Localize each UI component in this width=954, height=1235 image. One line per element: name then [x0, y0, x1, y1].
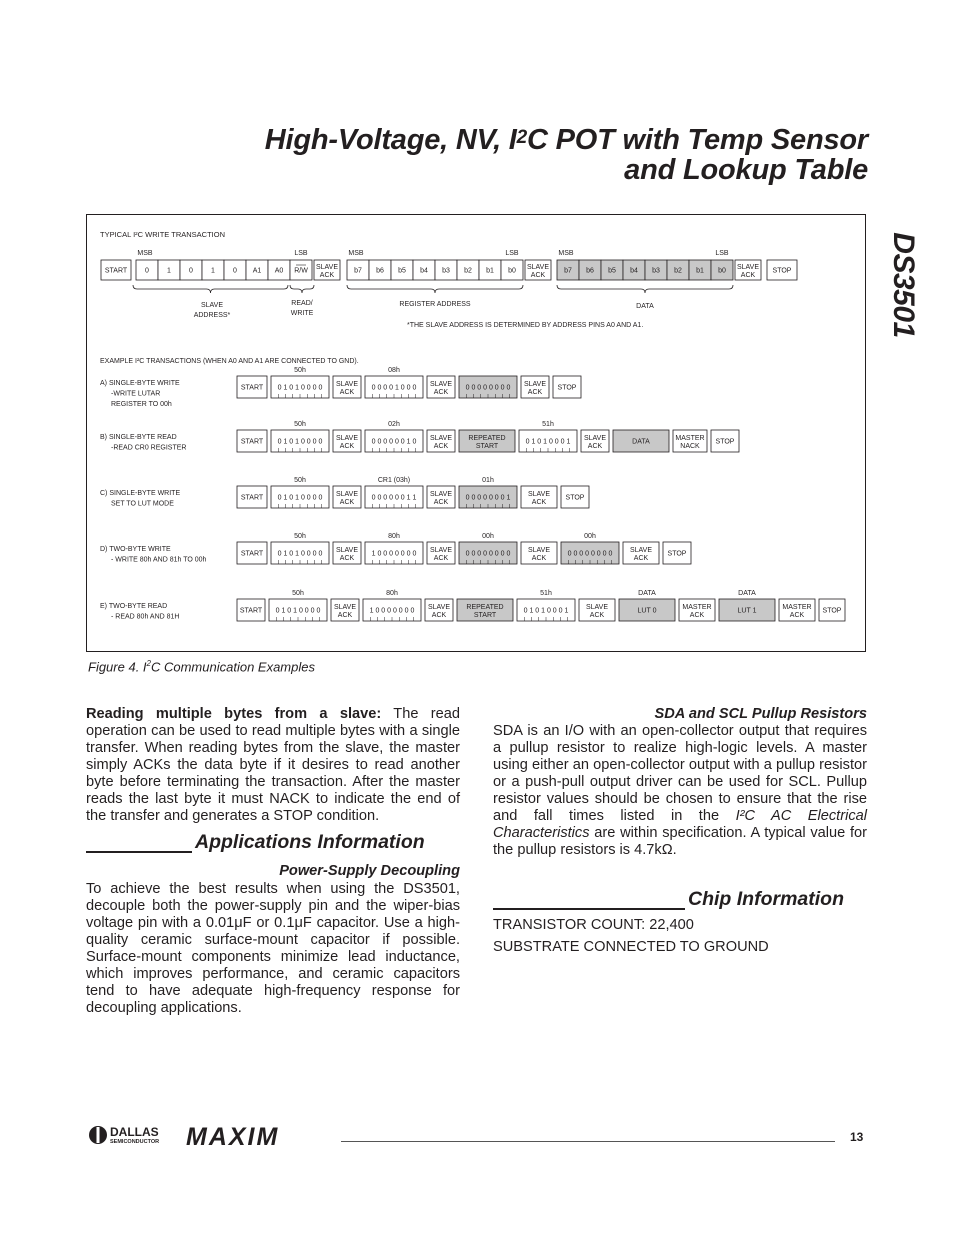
hex-label: 08h: [388, 367, 400, 374]
field-box-label: START: [239, 607, 263, 615]
example-label: D) TWO-BYTE WRITE: [100, 546, 171, 553]
hex-label: CR1 (03h): [377, 477, 411, 484]
field-box-label: SLAVE: [429, 435, 453, 442]
byte-box-label: 1 0 0 0 0 0 0 0: [369, 607, 415, 615]
data-bit-label: b5: [608, 267, 616, 275]
field-box-label: SLAVE: [429, 491, 453, 498]
byte-box-label: 0 0 0 0 0 0 0 0: [465, 550, 511, 558]
stop-box-label: STOP: [772, 267, 792, 275]
slave-ack-box-label: SLAVE: [315, 264, 339, 271]
lsb-label: LSB: [715, 250, 729, 257]
shaded-field-box-label: LUT 0: [637, 607, 657, 615]
example-label: SET TO LUT MODE: [111, 500, 174, 508]
hex-label: 01h: [482, 477, 494, 484]
start-box-label: START: [104, 267, 128, 275]
byte-box-label: 0 1 0 1 0 0 0 0: [277, 494, 323, 502]
examples-title: EXAMPLE I²C TRANSACTIONS (WHEN A0 AND A1 ARE CONNECTED TO GND).: [100, 358, 359, 365]
field-box-label: ACK: [633, 555, 649, 562]
field-box-label: ACK: [689, 612, 705, 619]
data-bit-label: b0: [718, 267, 726, 275]
i2c-diagram: [87, 215, 865, 651]
field-box-label: ACK: [339, 499, 355, 506]
hex-label: 51h: [540, 590, 552, 597]
footnote: *THE SLAVE ADDRESS IS DETERMINED BY ADDRESS PINS A0 AND A1.: [407, 322, 644, 329]
applications-heading: Applications Information: [195, 831, 425, 853]
msb-label: MSB: [137, 250, 153, 257]
byte-box-label: 1 0 0 0 0 0 0 0: [371, 550, 417, 558]
field-box-label: SLAVE: [335, 491, 359, 498]
field-box-label: START: [240, 550, 264, 558]
brace-label: READ/: [291, 300, 313, 307]
hex-label: DATA: [638, 590, 656, 597]
brace-label: ADDRESS*: [193, 312, 231, 319]
field-box-label: ACK: [531, 499, 547, 506]
reg-bit-label: b4: [420, 267, 428, 275]
field-box-label: STOP: [715, 438, 735, 446]
brace-label: SLAVE: [200, 302, 224, 309]
msb-label: MSB: [558, 250, 574, 257]
dallas-maxim-logo: [88, 1124, 333, 1151]
field-box-label: ACK: [339, 555, 355, 562]
field-box-label: START: [240, 494, 264, 502]
byte-box-label: 0 1 0 1 0 0 0 0: [277, 438, 323, 446]
field-box-label: ACK: [431, 612, 447, 619]
field-box-label: STOP: [565, 494, 585, 502]
field-box-label: SLAVE: [335, 381, 359, 388]
field-box-label: SLAVE: [333, 604, 357, 611]
hex-label: 51h: [542, 421, 554, 428]
hex-label: 50h: [294, 421, 306, 428]
reg-bit-label: b7: [354, 267, 362, 275]
hex-label: 50h: [294, 533, 306, 540]
byte-box-label: 0 1 0 1 0 0 0 0: [277, 550, 323, 558]
example-label: E) TWO-BYTE READ: [100, 603, 168, 610]
chip-information-text: TRANSISTOR COUNT: 22,400 SUBSTRATE CONNECTED TO GROUND: [493, 917, 769, 955]
part-number-sidebar: DS3501: [887, 232, 920, 338]
shaded-field-box-label: START: [473, 612, 497, 619]
field-box-label: STOP: [822, 607, 842, 615]
lsb-label: LSB: [294, 250, 308, 257]
reg-bit-label: b3: [442, 267, 450, 275]
slave-ack-box-label: ACK: [740, 272, 756, 279]
brace: [133, 285, 288, 293]
brace: [290, 285, 314, 293]
hex-label: 02h: [388, 421, 400, 428]
byte-box-label: 0 0 0 0 0 0 0 0: [465, 384, 511, 392]
data-bit-label: b6: [586, 267, 594, 275]
hex-label: 50h: [292, 590, 304, 597]
field-box-label: SLAVE: [583, 435, 607, 442]
field-box-label: ACK: [589, 612, 605, 619]
lsb-label: LSB: [505, 250, 519, 257]
field-box-label: SLAVE: [335, 435, 359, 442]
field-box-label: MASTER: [675, 435, 705, 442]
reg-bit-label: b0: [508, 267, 516, 275]
reg-bit-label: b2: [464, 267, 472, 275]
shaded-field-box-label: REPEATED: [466, 604, 504, 611]
brace: [557, 285, 733, 293]
hex-label: 00h: [584, 533, 596, 540]
sda-scl-heading: SDA and SCL Pullup Resistors: [654, 706, 867, 722]
logo-graphic: [88, 1124, 333, 1146]
data-bit-label: b1: [696, 267, 704, 275]
byte-box-label: 0 1 0 1 0 0 0 0: [275, 607, 321, 615]
field-box-label: ACK: [587, 443, 603, 450]
field-box-label: SLAVE: [527, 491, 551, 498]
hex-label: 50h: [294, 367, 306, 374]
brace-label: WRITE: [290, 310, 314, 317]
brace-label: DATA: [636, 303, 654, 310]
hex-label: 80h: [388, 533, 400, 540]
heading-rule: [86, 851, 192, 853]
field-box-label: ACK: [433, 499, 449, 506]
field-box-label: SLAVE: [585, 604, 609, 611]
page-number: 13: [850, 1130, 864, 1144]
addr-bit-label: 0: [145, 267, 149, 275]
shaded-field-box-label: LUT 1: [737, 607, 757, 615]
msb-label: MSB: [348, 250, 364, 257]
field-box-label: SLAVE: [629, 547, 653, 554]
addr-bit-label: 1: [211, 267, 215, 275]
figure-caption: Figure 4. $I^2C$ Communication Examples: [88, 659, 315, 675]
byte-box-label: 0 1 0 1 0 0 0 1: [523, 607, 569, 615]
hex-label: 50h: [294, 477, 306, 484]
hex-label: DATA: [738, 590, 756, 597]
shaded-field-box-label: REPEATED: [468, 435, 506, 442]
brace-label: REGISTER ADDRESS: [399, 301, 471, 308]
addr-bit-label: 0: [189, 267, 193, 275]
reg-bit-label: b6: [376, 267, 384, 275]
field-box-label: ACK: [339, 389, 355, 396]
reading-multiple-bytes-paragraph: Reading multiple bytes from a slave: The read operation can be used to read multiple bytes with a single transfer. When reading bytes from the slave, the master simply ACKs the data byte if it desires to read another byte before terminating the transaction. After the master reads the last byte it must NACK to indicate the end of the transfer and generates a STOP condition.: [86, 706, 460, 824]
example-label: A) SINGLE-BYTE WRITE: [100, 380, 180, 387]
byte-box-label: 0 1 0 1 0 0 0 0: [277, 384, 323, 392]
addr-bit-label: 0: [233, 267, 237, 275]
power-supply-heading: Power-Supply Decoupling: [279, 863, 460, 879]
brace: [347, 285, 523, 293]
figure-box: [86, 214, 866, 652]
slave-ack-box-label: SLAVE: [526, 264, 550, 271]
example-label: -READ CR0 REGISTER: [111, 444, 187, 452]
field-box-label: ACK: [789, 612, 805, 619]
field-box-label: ACK: [433, 389, 449, 396]
byte-box-label: 0 0 0 0 0 0 1 0: [371, 438, 417, 446]
slave-ack-box-label: ACK: [530, 272, 546, 279]
field-box-label: SLAVE: [427, 604, 451, 611]
example-label: -WRITE LUTAR: [111, 390, 161, 398]
addr-bit-label: 1: [167, 267, 171, 275]
slave-ack-box-label: ACK: [319, 272, 335, 279]
field-box-label: STOP: [557, 384, 577, 392]
write-transaction-title: TYPICAL I²C WRITE TRANSACTION: [100, 230, 226, 239]
example-label: REGISTER TO 00h: [111, 401, 172, 408]
data-bit-label: b4: [630, 267, 638, 275]
footer-rule: [341, 1141, 835, 1142]
byte-box-label: 0 1 0 1 0 0 0 1: [525, 438, 571, 446]
addr-bit-label: R/W: [294, 267, 308, 275]
data-bit-label: b3: [652, 267, 660, 275]
logo-maxim-text: MAXIM: [186, 1124, 280, 1146]
reg-bit-label: b1: [486, 267, 494, 275]
field-box-label: ACK: [433, 555, 449, 562]
field-box-label: STOP: [667, 550, 687, 558]
example-label: B) SINGLE-BYTE READ: [100, 434, 177, 441]
reg-bit-label: b5: [398, 267, 406, 275]
field-box-label: ACK: [337, 612, 353, 619]
byte-box-label: 0 0 0 0 0 0 0 1: [465, 494, 511, 502]
data-bit-label: b7: [564, 267, 572, 275]
chip-information-heading: Chip Information: [688, 888, 844, 910]
example-label: - READ 80h AND 81H: [111, 613, 180, 621]
field-box-label: SLAVE: [335, 547, 359, 554]
field-box-label: SLAVE: [527, 547, 551, 554]
sda-scl-paragraph: SDA is an I/O with an open-collector output that requires a pullup resistor to realize high-logic levels. A master using either an open-collector output with a pullup resistor or a push-pull output driver can be used for SCL. Pullup resistor values should be chosen to ensure that the rise and fall times listed in the I²C AC Electrical Characteristics are within specification. A typical value for the pullup resistors is 4.7kΩ.: [493, 723, 867, 858]
logo-dallas-text: DALLAS: [110, 1125, 159, 1139]
field-box-label: SLAVE: [523, 381, 547, 388]
byte-box-label: 0 0 0 0 0 0 0 0: [567, 550, 613, 558]
field-box-label: SLAVE: [429, 547, 453, 554]
power-supply-paragraph: To achieve the best results when using the DS3501, decouple both the power-supply pin and the wiper-bias voltage pin with a 0.01μF or 0.1μF capacitor. Use a high-quality ceramic surface-mount capacitor if possible. Surface-mount components minimize lead inductance, which improves performance, and ceramic capacitors tend to have adequate high-frequency response for decoupling applications.: [86, 881, 460, 1016]
field-box-label: MASTER: [782, 604, 812, 611]
field-box-label: START: [240, 384, 264, 392]
page-title: High-Voltage, NV, $I^2C$ POT with Temp Sensor and Lookup Table: [264, 124, 868, 186]
field-box-label: ACK: [339, 443, 355, 450]
example-label: - WRITE 80h AND 81h TO 00h: [111, 556, 207, 564]
slave-ack-box-label: SLAVE: [736, 264, 760, 271]
byte-box-label: 0 0 0 0 0 0 1 1: [371, 494, 417, 502]
field-box-label: SLAVE: [429, 381, 453, 388]
field-box-label: ACK: [527, 389, 543, 396]
field-box-label: ACK: [433, 443, 449, 450]
shaded-field-box-label: DATA: [632, 438, 650, 446]
heading-rule: [493, 908, 685, 910]
data-bit-label: b2: [674, 267, 682, 275]
hex-label: 00h: [482, 533, 494, 540]
addr-bit-label: A0: [274, 267, 284, 275]
field-box-label: MASTER: [682, 604, 712, 611]
shaded-field-box-label: START: [475, 443, 499, 450]
field-box-label: NACK: [680, 443, 700, 450]
hex-label: 80h: [386, 590, 398, 597]
example-label: C) SINGLE-BYTE WRITE: [100, 490, 181, 497]
field-box-label: ACK: [531, 555, 547, 562]
logo-semiconductor-text: SEMICONDUCTOR: [110, 1139, 160, 1145]
addr-bit-label: A1: [252, 267, 262, 275]
field-box-label: START: [240, 438, 264, 446]
byte-box-label: 0 0 0 0 1 0 0 0: [371, 384, 417, 392]
